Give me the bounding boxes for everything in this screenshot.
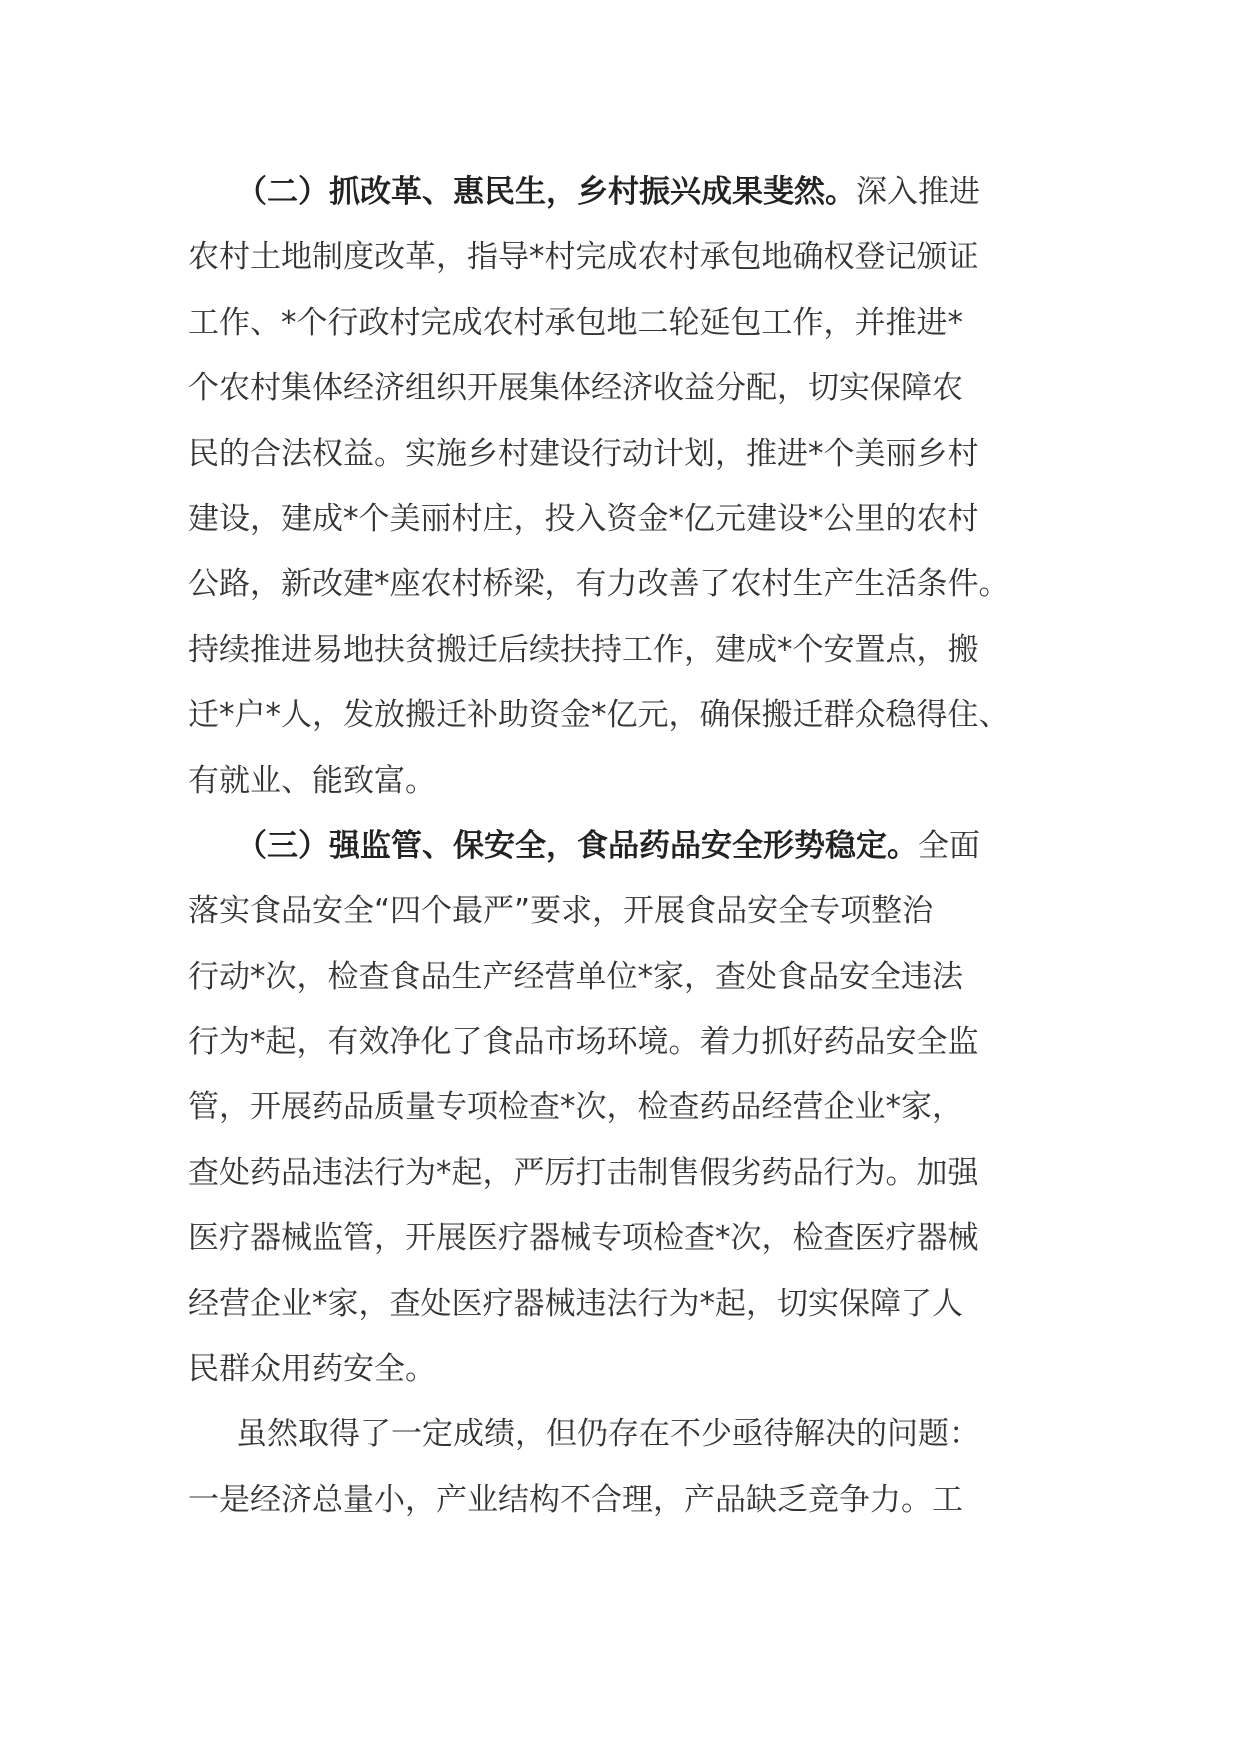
section3-line-4: 管，开展药品质量专项检查*次，检查药品经营企业*家， [188,1089,963,1126]
section2-line-6: 公路，新改建*座农村桥梁，有力改善了农村生产生活条件。 [188,566,1010,603]
section3-line-6: 医疗器械监管，开展医疗器械专项检查*次，检查医疗器械 [188,1220,979,1257]
closing-line-2: 一是经济总量小，产业结构不合理，产品缺乏竞争力。工 [188,1481,963,1518]
section2-line-5: 建设，建成*个美丽村庄，投入资金*亿元建设*公里的农村 [188,500,979,537]
section2-first-line-rest: 深入推进 [856,174,980,210]
document-body [188,160,1052,1533]
section3-line-1: 落实食品安全“四个最严”要求，开展食品安全专项整治 [188,893,934,930]
section2-line-1: 农村土地制度改革，指导*村完成农村承包地确权登记颁证 [188,239,979,276]
section2-line-7: 持续推进易地扶贫搬迁后续扶持工作，建成*个安置点，搬 [188,631,979,668]
section2-line-4: 民的合法权益。实施乡村建设行动计划，推进*个美丽乡村 [188,435,979,472]
section3-line-7: 经营企业*家，查处医疗器械违法行为*起，切实保障了人 [188,1285,963,1322]
section2-first-line [188,160,1052,225]
section3-line-2: 行动*次，检查食品生产经营单位*家，查处食品安全违法 [188,958,963,995]
section3-heading: （三）强监管、保安全，食品药品安全形势稳定。 [236,827,918,864]
section2-line-3: 个农村集体经济组织开展集体经济收益分配，切实保障农 [188,370,963,407]
section2-line-2: 工作、*个行政村完成农村承包地二轮延包工作，并推进* [188,304,963,341]
section3-first-line-rest: 全面 [918,827,980,864]
section3-line-3: 行为*起，有效净化了食品市场环境。着力抓好药品安全监 [188,1024,979,1061]
section3-first-line [188,814,1052,879]
section2-line-8: 迁*户*人，发放搬迁补助资金*亿元，确保搬迁群众稳得住、 [188,697,1010,734]
section2-line-9: 有就业、能致富。 [188,762,436,799]
section3-line-8: 民群众用药安全。 [188,1351,436,1388]
section2-heading: （二）抓改革、惠民生，乡村振兴成果斐然。 [236,174,856,210]
section3-line-5: 查处药品违法行为*起，严厉打击制售假劣药品行为。加强 [188,1154,979,1191]
closing-line-1: 虽然取得了一定成绩，但仍存在不少亟待解决的问题： [236,1416,980,1453]
